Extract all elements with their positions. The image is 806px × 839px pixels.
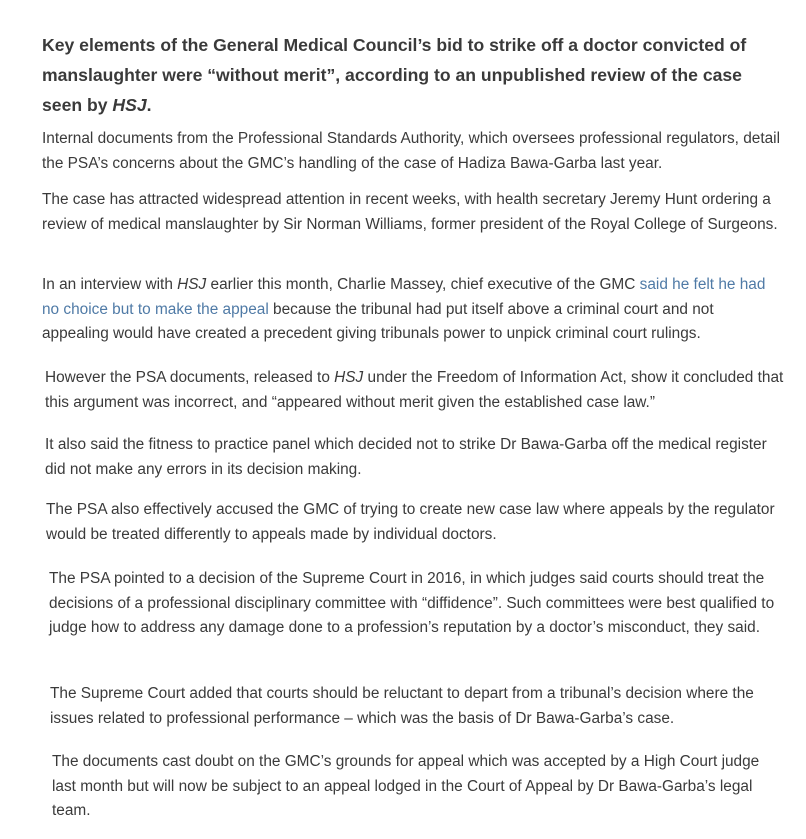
paragraph-4 — [45, 366, 787, 415]
paragraph-8: The Supreme Court added that courts should be reluctant to depart from a tribunal’s decision where the issues related to professional performance – which was the basis of Dr Bawa-Garba’s case. — [50, 685, 754, 727]
paragraph-9: The documents cast doubt on the GMC’s grounds for appeal which was accepted by a High Court judge last month but will now be subject to an appeal lodged in the Court of Appeal by Dr Bawa-Garba’s legal team. — [52, 753, 760, 819]
paragraph-5: It also said the fitness to practice panel which decided not to strike Dr Bawa-Garba off the medical register did not make any errors in its decision making. — [45, 436, 767, 478]
paragraph-1: Internal documents from the Professional Standards Authority, which oversees professional regulators, detail the PSA’s concerns about the GMC’s handling of the case of Hadiza Bawa-Garba last year. — [42, 130, 780, 172]
paragraph-6: The PSA also effectively accused the GMC of trying to create new case law where appeals by the regulator would be treated differently to appeals made by individual doctors. — [46, 501, 775, 543]
paragraph-4-text: However the PSA documents, released to — [45, 369, 335, 386]
paragraph-3 — [42, 273, 782, 347]
article-lead — [42, 30, 772, 120]
paragraph-3-middle: earlier this month, Charlie Massey, chief executive of the GMC — [206, 276, 640, 293]
paragraph-4-end: under the Freedom of Information Act, show it concluded that this argument was incorrect, and “appeared without merit given the established case law.” — [45, 369, 784, 411]
appeal-interview-link[interactable]: said he felt he had no choice but to make the appeal — [42, 276, 766, 318]
paragraph-2: The case has attracted widespread attention in recent weeks, with health secretary Jeremy Hunt ordering a review of medical manslaughter by Sir Norman Williams, former president of the Royal College of Surgeons. — [42, 191, 778, 233]
lead-text: Key elements of the General Medical Council’s bid to strike off a doctor convicted of manslaughter were “without merit”, according to an unpublished review of the case seen by — [42, 35, 747, 115]
paragraph-3-text: In an interview with — [42, 276, 178, 293]
paragraph-4-publication: HSJ — [334, 369, 364, 386]
paragraph-3-publication: HSJ — [177, 276, 207, 293]
lead-end: . — [146, 95, 152, 115]
paragraph-3-end: because the tribunal had put itself above a criminal court and not appealing would have created a precedent giving tribunals power to unpick criminal court rulings. — [42, 300, 714, 342]
paragraph-7: The PSA pointed to a decision of the Supreme Court in 2016, in which judges said courts should treat the decisions of a professional disciplinary committee with “diffidence”. Such committees were best qualified to judge how to address any damage done to a profession’s reputation by a doctor’s misconduct, they said. — [49, 570, 775, 636]
lead-publication: HSJ — [112, 95, 147, 115]
